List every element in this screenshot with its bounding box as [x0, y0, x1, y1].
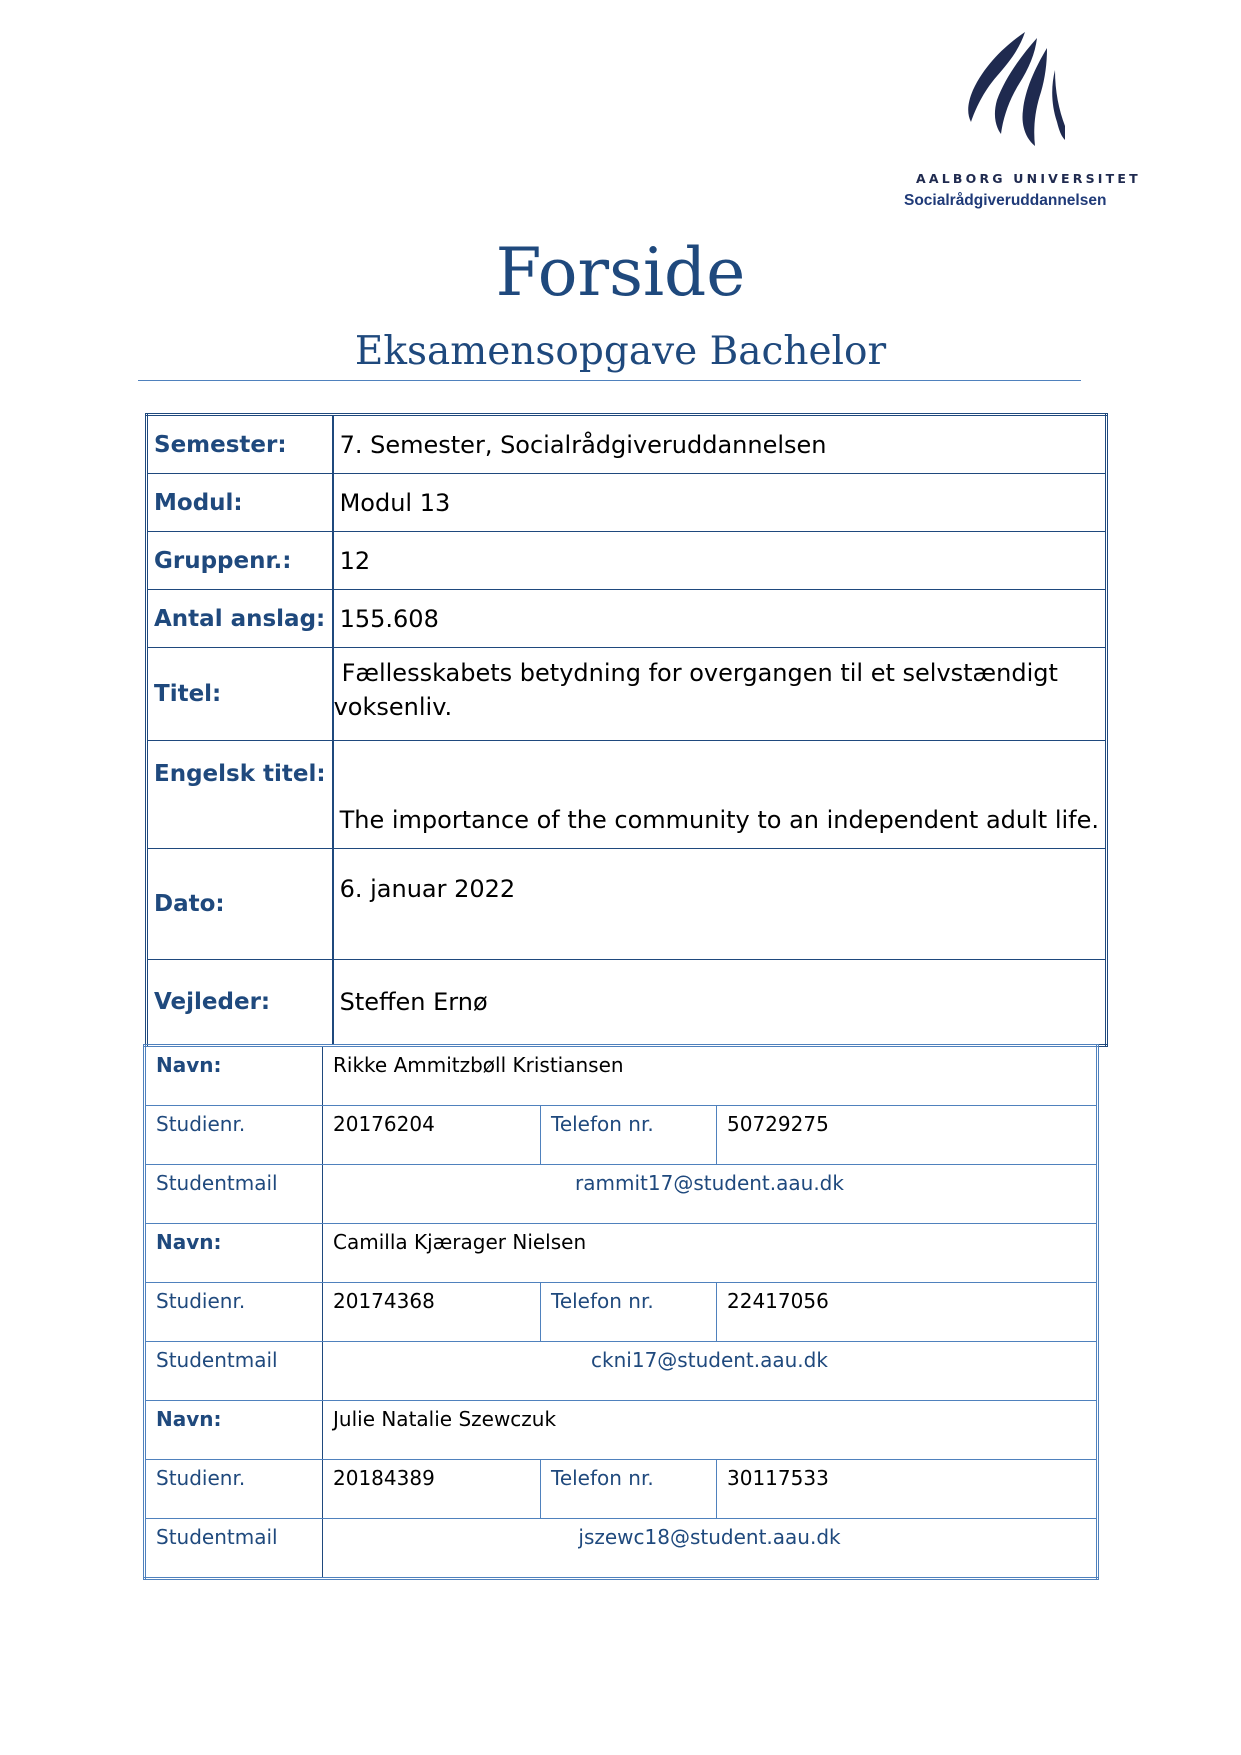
- info-row-gruppenr: [147, 532, 1107, 590]
- navn-label: Navn:: [145, 1224, 323, 1283]
- student-name: Camilla Kjærager Nielsen: [323, 1224, 1098, 1283]
- info-row-vejleder: [147, 960, 1107, 1046]
- student-mail-link[interactable]: ckni17@student.aau.dk: [323, 1342, 1098, 1401]
- student-id-row: [145, 1283, 1098, 1342]
- gruppenr-label: Gruppenr.:: [147, 532, 333, 590]
- telefon-label: Telefon nr.: [541, 1106, 717, 1165]
- page-title: Forside: [495, 234, 746, 311]
- titel-value-line1: Fællesskabets betydning for overgangen til et selvstændigt: [341, 659, 1058, 687]
- info-row-engelsk-titel: [147, 741, 1107, 849]
- aau-logo: [890, 28, 1150, 218]
- page-subtitle: Eksamensopgave Bachelor: [354, 329, 887, 374]
- engelsk-titel-label: Engelsk titel:: [147, 741, 333, 849]
- navn-label: Navn:: [145, 1401, 323, 1460]
- student-telefon: 22417056: [717, 1283, 1098, 1342]
- studienr-label: Studienr.: [145, 1106, 323, 1165]
- student-name: Julie Natalie Szewczuk: [323, 1401, 1098, 1460]
- telefon-label: Telefon nr.: [541, 1283, 717, 1342]
- student-name-row: [145, 1224, 1098, 1283]
- info-row-modul: [147, 474, 1107, 532]
- vejleder-value: Steffen Ernø: [333, 960, 1107, 1046]
- navn-label: Navn:: [145, 1046, 323, 1106]
- studienr-label: Studienr.: [145, 1460, 323, 1519]
- student-studienr: 20184389: [323, 1460, 541, 1519]
- semester-value: 7. Semester, Socialrådgiveruddannelsen: [333, 415, 1107, 474]
- title-divider: [138, 380, 1081, 381]
- student-telefon: 50729275: [717, 1106, 1098, 1165]
- studentmail-label: Studentmail: [145, 1342, 323, 1401]
- info-row-dato: [147, 849, 1107, 960]
- student-mail-link[interactable]: rammit17@student.aau.dk: [323, 1165, 1098, 1224]
- student-name: Rikke Ammitzbøll Kristiansen: [323, 1046, 1098, 1106]
- antal-anslag-value: 155.608: [333, 590, 1107, 648]
- gruppenr-value: 12: [333, 532, 1107, 590]
- info-row-antal-anslag: [147, 590, 1107, 648]
- project-info-table: [145, 413, 1108, 1047]
- semester-label: Semester:: [147, 415, 333, 474]
- dato-label: Dato:: [147, 849, 333, 960]
- vejleder-label: Vejleder:: [147, 960, 333, 1046]
- logo-university-name: AALBORG UNIVERSITET: [916, 171, 1141, 186]
- student-mail-link[interactable]: jszewc18@student.aau.dk: [323, 1519, 1098, 1579]
- titel-label: Titel:: [147, 648, 333, 741]
- studentmail-label: Studentmail: [145, 1519, 323, 1579]
- student-name-row: [145, 1401, 1098, 1460]
- student-studienr: 20174368: [323, 1283, 541, 1342]
- student-name-row: [145, 1046, 1098, 1106]
- telefon-label: Telefon nr.: [541, 1460, 717, 1519]
- info-row-titel: [147, 648, 1107, 741]
- student-mail-row: [145, 1165, 1098, 1224]
- studentmail-label: Studentmail: [145, 1165, 323, 1224]
- studienr-label: Studienr.: [145, 1283, 323, 1342]
- engelsk-titel-value: The importance of the community to an independent adult life.: [333, 741, 1107, 849]
- titel-value-line2: voksenliv.: [333, 693, 453, 721]
- dato-value: 6. januar 2022: [333, 849, 1107, 960]
- student-mail-row: [145, 1519, 1098, 1579]
- student-telefon: 30117533: [717, 1460, 1098, 1519]
- modul-value: Modul 13: [333, 474, 1107, 532]
- student-id-row: [145, 1106, 1098, 1165]
- aau-logo-icon: [955, 30, 1065, 148]
- student-id-row: [145, 1460, 1098, 1519]
- antal-anslag-label: Antal anslag:: [147, 590, 333, 648]
- titel-value: [333, 648, 1107, 741]
- student-mail-row: [145, 1342, 1098, 1401]
- student-studienr: 20176204: [323, 1106, 541, 1165]
- logo-department-name: Socialrådgiveruddannelsen: [904, 192, 1107, 209]
- info-row-semester: [147, 415, 1107, 474]
- students-table: [143, 1044, 1099, 1580]
- modul-label: Modul:: [147, 474, 333, 532]
